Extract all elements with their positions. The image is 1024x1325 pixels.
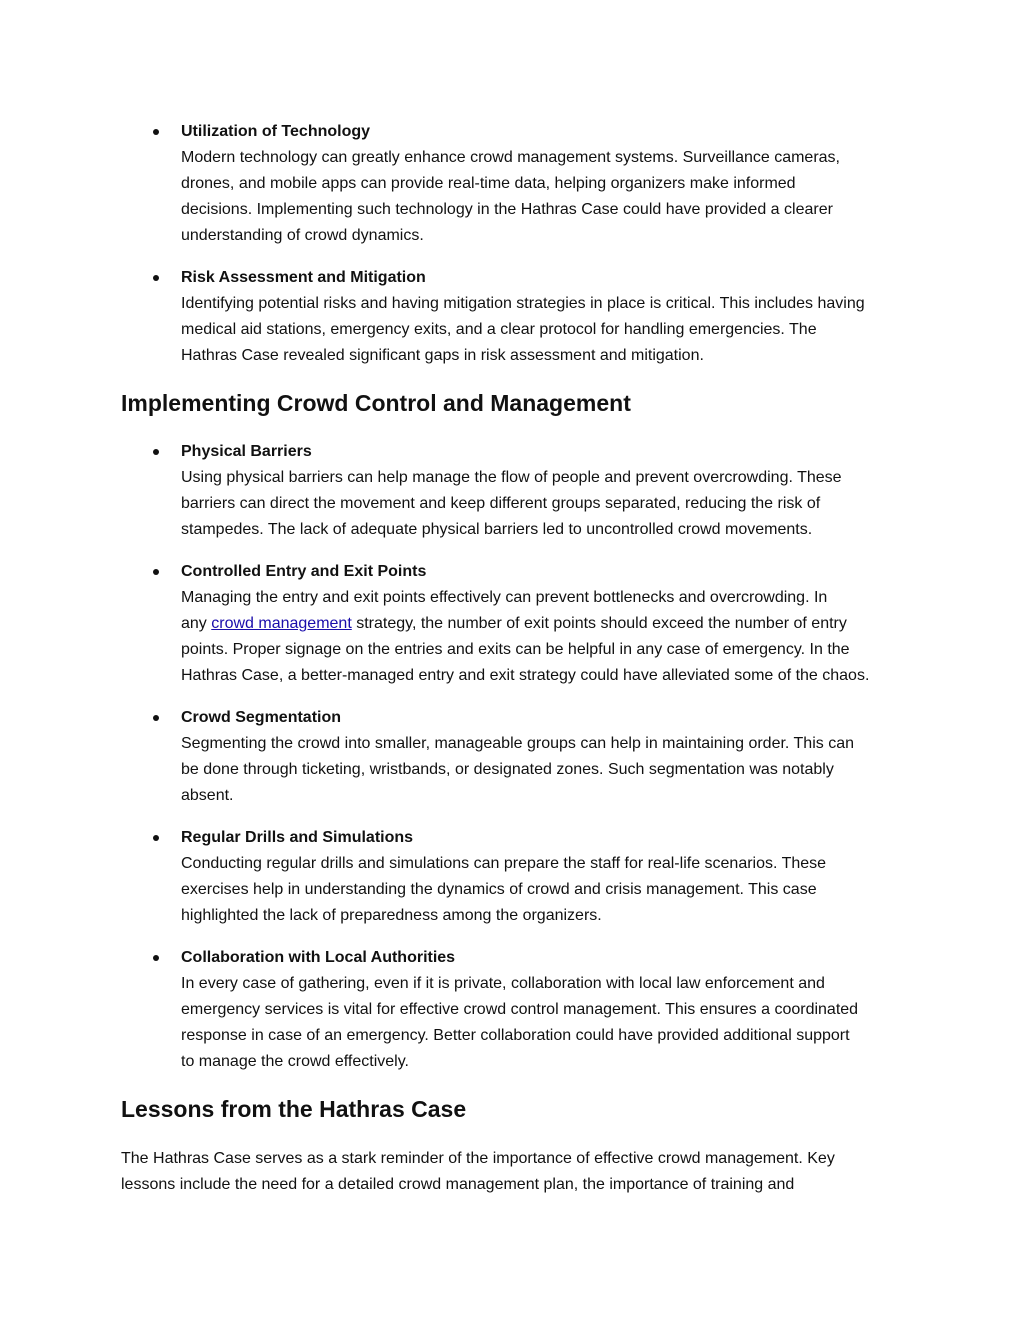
crowd-management-link[interactable]: crowd management [211, 615, 352, 632]
body-line: Conducting regular drills and simulations can prepare the staff for real-life scenarios. These [181, 855, 827, 872]
item-body [181, 145, 911, 249]
item-title: Physical Barriers [181, 443, 312, 460]
body-line: Using physical barriers can help manage the flow of people and prevent overcrowding. These [181, 469, 842, 486]
bullet-icon [153, 449, 159, 455]
section-heading-lessons: Lessons from the Hathras Case [121, 1096, 467, 1122]
body-line: exercises help in understanding the dynamics of crowd and crisis management. This case [181, 881, 817, 898]
body-line: Modern technology can greatly enhance crowd management systems. Surveillance cameras, [181, 149, 840, 166]
bullet-icon [153, 955, 159, 961]
item-title: Utilization of Technology [181, 123, 371, 140]
body-line: medical aid stations, emergency exits, and a clear protocol for handling emergencies. The [181, 321, 817, 338]
body-line: understanding of crowd dynamics. [181, 227, 424, 244]
body-line: emergency services is vital for effective crowd control management. This ensures a coordinated [181, 1001, 859, 1018]
body-line: Hathras Case, a better-managed entry and exit strategy could have alleviated some of the chaos. [181, 667, 870, 684]
body-line: barriers can direct the movement and keep different groups separated, reducing the risk of [181, 495, 821, 512]
body-line: lessons include the need for a detailed crowd management plan, the importance of training and [121, 1176, 795, 1193]
list-item-physical-barriers [181, 439, 911, 543]
list-item-entry-exit [181, 559, 911, 689]
bullet-icon [153, 715, 159, 721]
bullet-icon [153, 835, 159, 841]
item-body [181, 465, 911, 543]
bullet-icon [153, 569, 159, 575]
body-line: to manage the crowd effectively. [181, 1053, 409, 1070]
item-body [181, 291, 911, 369]
body-line-with-link [181, 611, 911, 637]
line-text: any [181, 615, 212, 632]
list-item-drills [181, 825, 911, 929]
bullet-icon [153, 275, 159, 281]
body-line: decisions. Implementing such technology in the Hathras Case could have provided a clearer [181, 201, 833, 218]
item-title: Regular Drills and Simulations [181, 829, 414, 846]
body-line: response in case of an emergency. Better collaboration could have provided additional support [181, 1027, 850, 1044]
body-line: Segmenting the crowd into smaller, manageable groups can help in maintaining order. This can [181, 735, 854, 752]
body-line: highlighted the lack of preparedness among the organizers. [181, 907, 602, 924]
body-line: Identifying potential risks and having mitigation strategies in place is critical. This includes having [181, 295, 865, 312]
body-line: points. Proper signage on the entries and exits can be helpful in any case of emergency. In the [181, 641, 850, 658]
list-item-crowd-segmentation [181, 705, 911, 809]
list-item-collaboration [181, 945, 911, 1075]
item-title: Crowd Segmentation [181, 709, 342, 726]
body-line: stampedes. The lack of adequate physical barriers led to uncontrolled crowd movements. [181, 521, 813, 538]
item-body [181, 731, 911, 809]
list-item-utilization [181, 119, 911, 249]
lessons-paragraph [121, 1146, 901, 1198]
body-line: be done through ticketing, wristbands, or designated zones. Such segmentation was notably [181, 761, 834, 778]
item-body [181, 971, 911, 1075]
bullet-icon [153, 129, 159, 135]
item-body [181, 585, 911, 689]
body-line: The Hathras Case serves as a stark reminder of the importance of effective crowd management. Key [121, 1150, 835, 1167]
body-line: Managing the entry and exit points effectively can prevent bottlenecks and overcrowding. In [181, 589, 828, 606]
line-text: strategy, the number of exit points should exceed the number of entry [351, 615, 847, 632]
body-line: Hathras Case revealed significant gaps in risk assessment and mitigation. [181, 347, 704, 364]
item-title: Collaboration with Local Authorities [181, 949, 456, 966]
list-item-risk-assessment [181, 265, 911, 369]
body-line: drones, and mobile apps can provide real-time data, helping organizers make informed [181, 175, 796, 192]
section-heading-implementing: Implementing Crowd Control and Management [121, 390, 631, 416]
item-body [181, 851, 911, 929]
item-title: Controlled Entry and Exit Points [181, 563, 427, 580]
item-title: Risk Assessment and Mitigation [181, 269, 426, 286]
body-line: absent. [181, 787, 234, 804]
body-line: In every case of gathering, even if it is private, collaboration with local law enforcement and [181, 975, 825, 992]
